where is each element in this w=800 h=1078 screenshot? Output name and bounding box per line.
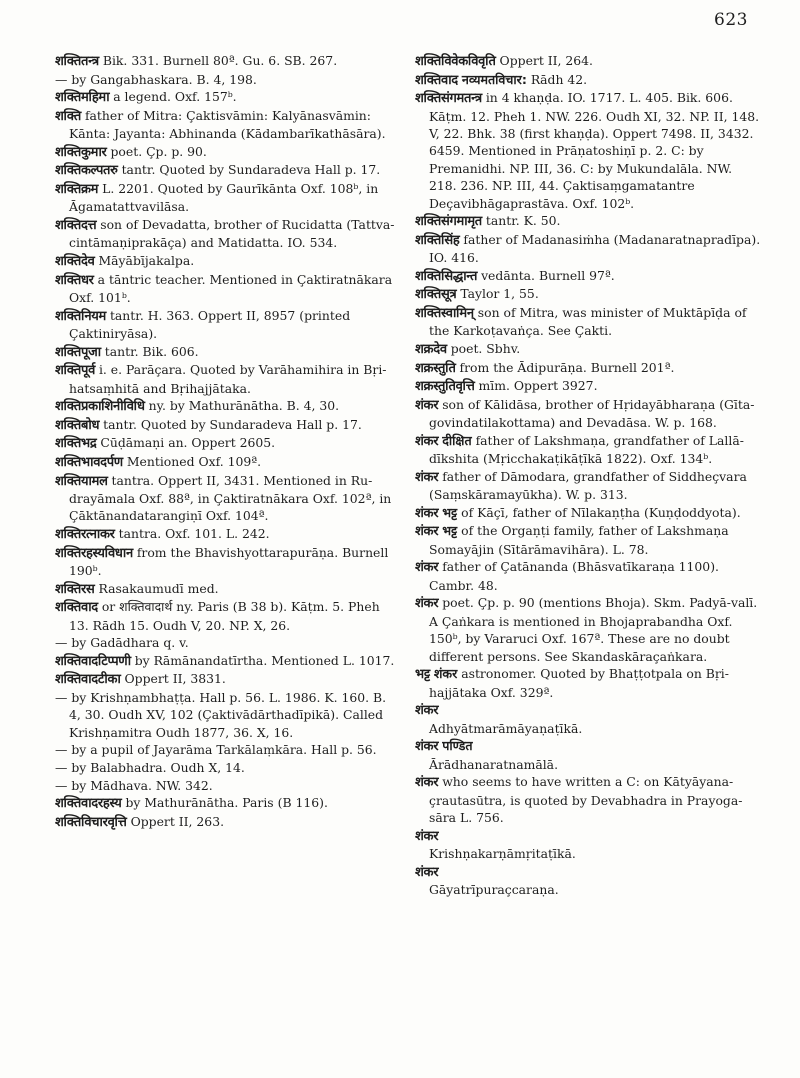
dictionary-entry bbox=[55, 777, 395, 794]
dictionary-entry bbox=[55, 525, 395, 543]
entry-text: Taylor 1, 55. bbox=[460, 286, 539, 302]
entry-text: — by Mādhava. NW. 342. bbox=[55, 777, 213, 793]
dictionary-entry bbox=[415, 594, 762, 665]
entry-headword: शक्तिभद्र bbox=[55, 436, 97, 452]
dictionary-entry bbox=[415, 89, 762, 212]
left-column bbox=[55, 52, 395, 831]
dictionary-entry bbox=[55, 307, 395, 343]
entry-headword: शक्तिवाद bbox=[415, 72, 458, 88]
entry-headword: शक्तिदत्त bbox=[55, 217, 97, 233]
entry-text: of the Orgaṇṭi family, father of Lakshmaṇa Somayājin (Sītārāmavihāra). L. 78. bbox=[429, 523, 729, 557]
entry-text: son of Kālidāsa, brother of Hṛidayābharaṇa (Gīta-govindatilakottama) and Devadāsa. W. p. 168. bbox=[429, 396, 755, 431]
entry-headword: शक्तिरहस्यविधान bbox=[55, 545, 133, 561]
entry-text: Ārādhanaratnamālā. bbox=[429, 756, 559, 772]
entry-text: a legend. Oxf. 157ᵇ. bbox=[113, 89, 237, 105]
entry-text: Rādh 42. bbox=[530, 71, 588, 87]
dictionary-entry bbox=[55, 652, 395, 670]
dictionary-entry bbox=[415, 522, 762, 558]
entry-text: tantr. Quoted by Sundaradeva Hall p. 17. bbox=[103, 416, 362, 432]
entry-headword: शक्तिरस bbox=[55, 581, 95, 597]
dictionary-entry bbox=[55, 689, 395, 741]
right-column bbox=[415, 52, 762, 899]
dictionary-entry bbox=[415, 432, 762, 468]
entry-text: — by a pupil of Jayarāma Tarkālaṃkāra. Hall p. 56. bbox=[55, 742, 377, 758]
dictionary-entry bbox=[415, 340, 762, 358]
dictionary-entry bbox=[55, 453, 395, 471]
dictionary-entry bbox=[55, 88, 395, 106]
entry-text: in 4 khaṇḍa. IO. 1717. L. 405. Bik. 606. Kāṭm. 12. Pheh 1. NW. 226. Oudh XI, 32. NP. II, 148. V, 22. Bhk. 38 (first khaṇḍa). Oppert 7498. II, 3432. 6459. Mentioned in Prāṇatoshiṇī p. 2. C: by Premanidhi. NP. III, 36. C: by Mukundalāla. NW. 218. 236. NP. III, 44. Çaktisaṃgamatantre Deçavibhāgaprastāva. Oxf. 102ᵇ. bbox=[429, 90, 760, 211]
entry-text: father of Madanasiṁha (Madanaratnapradīpa). IO. 416. bbox=[429, 231, 761, 266]
dictionary-entry bbox=[55, 670, 395, 688]
entry-text: Oppert II, 263. bbox=[130, 813, 225, 829]
entry-headword: शक्तिसंगमामृत bbox=[415, 214, 482, 230]
entry-text: Adhyātmarāmāyaṇaṭīkā. bbox=[429, 720, 583, 736]
dictionary-entry bbox=[415, 285, 762, 303]
dictionary-entry bbox=[55, 598, 395, 634]
entry-headword: शक्तिविवेकविवृति bbox=[415, 54, 496, 69]
dictionary-entry bbox=[415, 304, 762, 340]
entry-text: Cūḍāmaṇi an. Oppert 2605. bbox=[100, 435, 276, 451]
entry-headword: शक्ति bbox=[55, 108, 81, 124]
entry-headword: शंकर bbox=[415, 433, 439, 449]
entry-headword: शंकर bbox=[415, 775, 439, 791]
entry-headword: शंकर bbox=[415, 524, 439, 540]
entry-headword: शक्तियामल bbox=[55, 473, 108, 489]
entry-text: poet. Çp. p. 90. bbox=[110, 143, 207, 159]
entry-text: L. 2201. Quoted by Gaurīkānta Oxf. 108ᵇ, in Āgamatattvavilāsa. bbox=[69, 180, 379, 215]
entry-headword: शक्तिभावदर्पण bbox=[55, 454, 123, 470]
entry-headword: शंकर bbox=[415, 469, 439, 485]
entry-text: or शक्तिवादार्थ ny. Paris (B 38 b). Kāṭm. 5. Pheh 13. Rādh 15. Oudh V, 20. NP. X, 26. bbox=[69, 599, 380, 633]
dictionary-entry bbox=[55, 52, 395, 70]
dictionary-entry bbox=[55, 216, 395, 252]
dictionary-entry bbox=[55, 741, 395, 758]
entry-headword: शक्तिबोध bbox=[55, 417, 100, 433]
entry-text: father of Dāmodara, grandfather of Siddheçvara (Saṃskāramayūkha). W. p. 313. bbox=[429, 468, 747, 503]
entry-text: astronomer. Quoted by Bhaṭṭotpala on Bṛi-hajjātaka Oxf. 329ª. bbox=[429, 666, 729, 700]
dictionary-entry bbox=[55, 397, 395, 415]
entry-text: Māyābījakalpa. bbox=[98, 252, 195, 268]
entry-headword: शक्तिविचारवृत्ति bbox=[55, 814, 127, 830]
dictionary-entry bbox=[55, 434, 395, 452]
dictionary-entry bbox=[415, 212, 762, 230]
dictionary-entry bbox=[415, 377, 762, 395]
entry-text: father of Lakshmaṇa, grandfather of Lallā-dīkshita (Mṛicchakaṭikāṭīkā 1822). Oxf. 134ᵇ. bbox=[429, 432, 744, 467]
page-number: 623 bbox=[714, 10, 748, 30]
entry-text: Gāyatrīpuraçcaraṇa. bbox=[429, 882, 559, 897]
entry-headword: शक्तिप्रकाशिनीविधि bbox=[55, 399, 145, 415]
entry-text: tantr. H. 363. Oppert II, 8957 (printed Çaktiniryāsa). bbox=[69, 307, 351, 341]
entry-text: poet. Çp. p. 90 (mentions Bhoja). Skm. Padyā-valī. A Çaṅkara is mentioned in Bhojaprabandha Oxf. 150ᵇ, by Vararuci Oxf. 167ª. These are no doubt different persons. See Skandaskāraçaṅkara. bbox=[429, 595, 758, 664]
dictionary-entry bbox=[415, 231, 762, 267]
entry-headword: शक्रदेव bbox=[415, 342, 447, 357]
dictionary-entry bbox=[55, 544, 395, 580]
entry-headword: शंकर bbox=[415, 703, 439, 719]
dictionary-entry bbox=[55, 416, 395, 434]
entry-headword-qualifier: दीक्षित bbox=[442, 432, 472, 448]
entry-text: who seems to have written a C: on Kātyāyana-çrautasūtra, is quoted by Devabhadra in Prayoga-sāra L. 756. bbox=[429, 774, 743, 825]
dictionary-entry bbox=[415, 863, 762, 899]
entry-headword-qualifier: पण्डित bbox=[442, 738, 473, 754]
entry-text: Oppert II, 3831. bbox=[124, 671, 226, 687]
entry-text: from the Ādipurāṇa. Burnell 201ª. bbox=[459, 359, 675, 375]
entry-text: i. e. Parāçara. Quoted by Varāhamihira in Bṛi-hatsaṃhitā and Bṛihajjātaka. bbox=[69, 362, 387, 396]
entry-text: mīm. Oppert 3927. bbox=[478, 378, 598, 394]
entry-text: vedānta. Burnell 97ª. bbox=[481, 267, 615, 283]
dictionary-entry bbox=[415, 504, 762, 522]
entry-headword-qualifier: भट्ट bbox=[442, 523, 458, 539]
entry-text: a tāntric teacher. Mentioned in Çaktiratnākara Oxf. 101ᵇ. bbox=[69, 271, 393, 305]
entry-headword: शक्तिस्वामिन् bbox=[415, 306, 474, 321]
entry-text: Krishṇakarṇāmṛitaṭīkā. bbox=[429, 846, 576, 861]
entry-headword: शक्तिकुमार bbox=[55, 144, 107, 160]
entry-headword-qualifier: शंकर bbox=[433, 666, 458, 682]
entry-text: tantra. Oxf. 101. L. 242. bbox=[118, 525, 270, 541]
entry-headword: शक्तिवादटीका bbox=[55, 672, 121, 688]
dictionary-entry bbox=[415, 71, 762, 89]
dictionary-entry bbox=[55, 143, 395, 161]
dictionary-entry bbox=[415, 737, 762, 773]
entry-headword: शंकर bbox=[415, 739, 439, 755]
entry-text: Mentioned Oxf. 109ª. bbox=[126, 453, 262, 469]
entry-headword: शक्रस्तुति bbox=[415, 360, 456, 376]
dictionary-entry bbox=[55, 180, 395, 216]
entry-headword: शक्तिनियम bbox=[55, 308, 106, 324]
entry-headword: शंकर bbox=[415, 828, 439, 844]
entry-headword: शक्तिकल्पतरु bbox=[55, 163, 118, 179]
entry-headword: शक्तितन्त्र bbox=[55, 54, 99, 69]
entry-headword: शक्तिसूत्र bbox=[415, 287, 457, 303]
entry-text: tantr. Quoted by Sundaradeva Hall p. 17. bbox=[121, 162, 381, 178]
dictionary-entry bbox=[415, 701, 762, 737]
entry-headword: शंकर bbox=[415, 596, 439, 612]
entry-headword: शक्रस्तुतिवृत्ति bbox=[415, 379, 475, 395]
entry-headword: शक्तिवाद bbox=[55, 600, 98, 616]
entry-headword: शक्तिसंगमतन्त्र bbox=[415, 91, 482, 107]
entry-text: by Mathurānātha. Paris (B 116). bbox=[125, 795, 328, 811]
entry-headword: शक्तिसिंह bbox=[415, 232, 460, 248]
entry-text: — by Gadādhara q. v. bbox=[55, 635, 189, 651]
dictionary-entry bbox=[55, 71, 395, 88]
dictionary-entry bbox=[55, 813, 395, 831]
entry-headword: शक्तिवादटिप्पणी bbox=[55, 653, 131, 669]
entry-text: tantr. Bik. 606. bbox=[104, 343, 199, 359]
dictionary-entry bbox=[415, 773, 762, 826]
entry-text: poet. Sbhv. bbox=[450, 341, 521, 356]
dictionary-entry bbox=[415, 267, 762, 285]
dictionary-entry bbox=[415, 468, 762, 504]
entry-headword: शक्तिधर bbox=[55, 272, 94, 288]
entry-headword: शक्तिपूजा bbox=[55, 344, 101, 360]
entry-text: from the Bhavishyottarapurāṇa. Burnell 190ᵇ. bbox=[69, 544, 389, 578]
dictionary-entry bbox=[415, 359, 762, 377]
entry-text: of Kāçī, father of Nīlakaṇṭha (Kuṇḍoddyota). bbox=[461, 504, 741, 520]
entry-headword: शक्तिदेव bbox=[55, 253, 95, 269]
entry-text: — by Gangabhaskara. B. 4, 198. bbox=[55, 71, 257, 87]
dictionary-entry bbox=[415, 52, 762, 70]
entry-text: son of Mitra, was minister of Muktāpīḍa of the Karkoṭavaṅça. See Çakti. bbox=[429, 305, 747, 339]
entry-text: tantra. Oppert II, 3431. Mentioned in Ru-drayāmala Oxf. 88ª, in Çaktiratnākara Oxf. 102ª, in Çāktānandatarangiṇī Oxf. 104ª. bbox=[69, 472, 392, 524]
entry-headword: शक्तिवादरहस्य bbox=[55, 796, 122, 812]
dictionary-entry bbox=[55, 794, 395, 812]
dictionary-entry bbox=[415, 827, 762, 863]
entry-text: Bik. 331. Burnell 80ª. Gu. 6. SB. 267. bbox=[102, 53, 338, 68]
entry-headword-qualifier: भट्ट bbox=[442, 504, 458, 520]
entry-text: son of Devadatta, brother of Rucidatta (Tattva-cintāmaṇiprakāça) and Matidatta. IO. 534. bbox=[69, 216, 395, 251]
dictionary-entry bbox=[415, 665, 762, 701]
entry-headword: शंकर bbox=[415, 505, 439, 521]
entry-text: by Rāmānandatīrtha. Mentioned L. 1017. bbox=[134, 652, 395, 668]
dictionary-entry bbox=[55, 472, 395, 525]
entry-text: — by Balabhadra. Oudh X, 14. bbox=[55, 759, 245, 775]
dictionary-entry bbox=[55, 580, 395, 598]
dictionary-entry bbox=[55, 107, 395, 143]
entry-headword: शंकर bbox=[415, 864, 439, 880]
entry-headword-qualifier: नव्यमतविचार: bbox=[461, 71, 527, 87]
dictionary-entry bbox=[55, 271, 395, 307]
dictionary-entry bbox=[55, 759, 395, 776]
entry-headword: भट्ट bbox=[415, 667, 430, 683]
entry-headword: शक्तिक्रम bbox=[55, 181, 99, 197]
dictionary-entry bbox=[55, 361, 395, 397]
entry-text: Rasakaumudī med. bbox=[98, 580, 219, 596]
entry-headword: शक्तिरत्नाकर bbox=[55, 526, 115, 542]
entry-text: tantr. K. 50. bbox=[485, 213, 561, 229]
entry-headword: शक्तिपूर्व bbox=[55, 363, 95, 379]
dictionary-entry bbox=[55, 343, 395, 361]
entry-headword: शक्तिमहिमा bbox=[55, 90, 110, 106]
dictionary-entry bbox=[55, 252, 395, 270]
dictionary-entry bbox=[415, 396, 762, 432]
entry-text: father of Mitra: Çaktisvāmin: Kalyānasvāmin: Kānta: Jayanta: Abhinanda (Kādambarīkathāsāra). bbox=[69, 107, 386, 142]
entry-text: ny. by Mathurānātha. B. 4, 30. bbox=[148, 398, 340, 414]
entry-text: — by Krishṇambhaṭṭa. Hall p. 56. L. 1986. K. 160. B. 4, 30. Oudh XV, 102 (Çaktivādārthadīpikā). Called Krishṇamitra Oudh 1877, 36. X, 16. bbox=[55, 689, 387, 740]
dictionary-entry bbox=[55, 634, 395, 651]
entry-headword: शंकर bbox=[415, 560, 439, 576]
entry-headword: शंकर bbox=[415, 397, 439, 413]
dictionary-entry bbox=[55, 161, 395, 179]
dictionary-entry bbox=[415, 558, 762, 594]
entry-text: Oppert II, 264. bbox=[499, 53, 593, 68]
entry-text: father of Çatānanda (Bhāsvatīkaraṇa 1100). Cambr. 48. bbox=[429, 559, 719, 593]
entry-headword: शक्तिसिद्धान्त bbox=[415, 268, 478, 284]
